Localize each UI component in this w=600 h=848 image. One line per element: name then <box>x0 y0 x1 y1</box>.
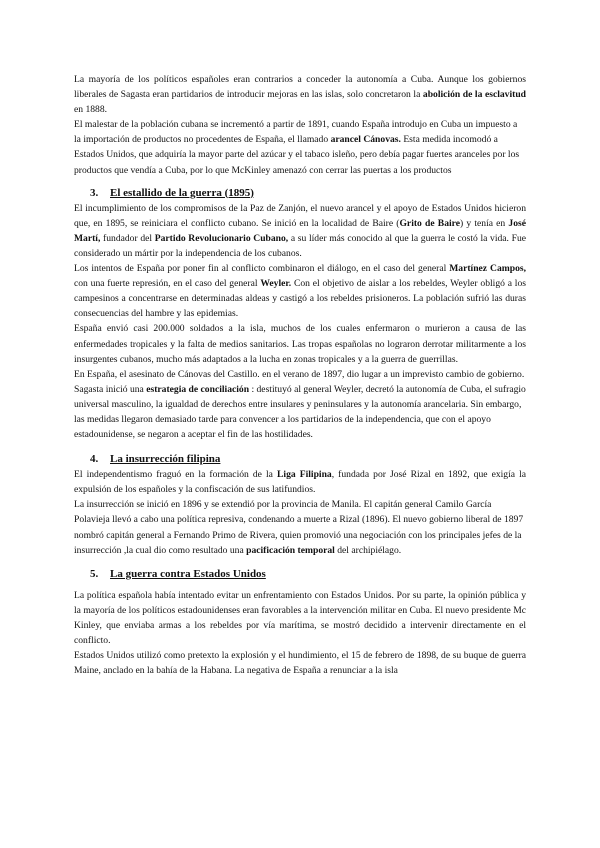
bold-term: José Martí, <box>74 217 526 244</box>
section-number: 3. <box>90 186 99 199</box>
text-run: La insurrección se inició en 1896 y se extendió por la provincia de Manila. El capitán general Camilo García Polavieja llevó a cabo una política represiva, condenando a muerte a Rizal (1896). El nuevo gobierno liberal de 1897 nombró capitán general a Fernando Primo de Rivera, quien promovió una negociación con los principales jefes de la insurrección ,la cual dio como resultado una <box>74 499 524 556</box>
section-5-paragraph-2 <box>74 648 526 678</box>
section-3-paragraph-4 <box>74 367 526 442</box>
text-run: del archipiélago. <box>334 544 402 556</box>
text-run: En España, el asesinato de Cánovas del Castillo. en el verano de 1897, dio lugar a un imprevisto cambio de gobierno. Sagasta inició una <box>74 368 525 395</box>
text-run: El malestar de la población cubana se incrementó a partir de 1891, cuando España introdujo en Cuba un impuesto a la importación de productos no procedentes de España, el llamado <box>74 119 518 146</box>
intro-paragraph-1 <box>74 72 526 117</box>
intro-paragraph-2 <box>74 117 526 177</box>
text-run: fundador del <box>100 232 155 244</box>
text-run: El incumplimiento de los compromisos de la Paz de Zanjón, el nuevo arancel y el apoyo de Estados Unidos hicieron que, en 1895, se reiniciara el conflicto cubano. Se inició en la localidad de Baire ( <box>74 202 526 229</box>
section-title: La insurrección filipina <box>110 453 221 466</box>
text-run: España envió casi 200.000 soldados a la isla, muchos de los cuales enfermaron o murieron a causa de las enfermedades tropicales y la falta de medios sanitarios. Las tropas españolas no lograron derrotar militarmente a los insurgentes cubanos, mucho más adaptados a la lucha en zonas tropicales y a la guerra de guerrillas. <box>74 323 526 365</box>
text-run: a su líder más conocido al que la guerra le costó la vida. Fue considerado un mártir por la independencia de los cubanos. <box>74 232 526 259</box>
text-run: La mayoría de los políticos españoles eran contrarios a conceder la autonomía a Cuba. Aunque los gobiernos liberales de Sagasta eran partidarios de introducir mejoras en las islas, solo concretaron la <box>74 74 526 101</box>
bold-term: pacificación temporal <box>246 544 335 556</box>
bold-term: Partido Revolucionario Cubano, <box>154 232 289 244</box>
bold-term: Martínez Campos, <box>449 263 526 275</box>
text-run: Con el objetivo de aislar a los rebeldes, Weyler obligó a los campesinos a concentrarse en determinadas aldeas y castigó a los rebeldes prisioneros. La población sufrió las duras consecuencias del hambre y las epidemias. <box>74 278 526 320</box>
section-3-paragraph-1 <box>74 201 526 261</box>
section-number: 4. <box>90 453 99 466</box>
text-run: , fundada por José Rizal en 1892, que exigía la expulsión de los españoles y la confiscación de sus latifundios. <box>74 469 526 496</box>
section-heading-3 <box>74 186 526 201</box>
section-3-paragraph-2 <box>74 261 526 321</box>
section-title: El estallido de la guerra (1895) <box>110 186 254 199</box>
section-3-paragraph-3 <box>74 321 526 366</box>
section-title: La guerra contra Estados Unidos <box>110 567 266 580</box>
bold-term: Liga Filipina <box>277 469 332 481</box>
bold-term: Weyler. <box>260 278 292 290</box>
bold-term: estrategia de conciliación <box>146 383 250 395</box>
text-run: en 1888. <box>74 104 108 116</box>
section-heading-4 <box>74 452 526 467</box>
text-run: Esta medida incomodó a Estados Unidos, que adquiría la mayor parte del azúcar y el tabaco isleño, pero debía pagar fuertes aranceles por los productos que vendía a Cuba, por lo que McKinley amenazó con cerrar las puertas a los productos <box>74 134 520 176</box>
section-5-paragraph-1 <box>74 588 526 648</box>
text-run: Estados Unidos utilizó como pretexto la explosión y el hundimiento, el 15 de febrero de 1898, de su buque de guerra Maine, anclado en la bahía de la Habana. La negativa de España a renunciar a la isla <box>74 650 526 677</box>
section-4-paragraph-2 <box>74 497 526 557</box>
text-run: La política española había intentado evitar un enfrentamiento con Estados Unidos. Por su parte, la opinión pública y la mayoría de los políticos estadounidenses eran favorables a la intervención militar en Cuba. El nuevo presidente Mc Kinley, que enviaba armas a los rebeldes por vía marítima, se mostró decidido a intervenir directamente en el conflicto. <box>74 589 526 646</box>
document-body <box>74 72 526 678</box>
section-4-paragraph-1 <box>74 467 526 497</box>
text-run: : destituyó al general Weyler, decretó la autonomía de Cuba, el sufragio universal masculino, la igualdad de derechos entre insulares y peninsulares y la autonomía arancelaria. Sin embargo, las medidas llegaron demasiado tarde para convencer a los partidarios de la independencia, que con el apoyo estadounidense, se negaron a aceptar el fin de las hostilidades. <box>74 383 526 441</box>
text-run: El independentismo fraguó en la formación de la <box>74 469 277 481</box>
text-run: con una fuerte represión, en el caso del general <box>74 278 261 290</box>
text-run: ) y tenía en <box>460 217 509 229</box>
bold-term: abolición de la esclavitud <box>422 89 526 101</box>
bold-term: Grito de Baire <box>399 217 460 229</box>
bold-term: arancel Cánovas. <box>330 134 401 146</box>
section-number: 5. <box>90 567 99 580</box>
section-heading-5 <box>74 567 526 582</box>
text-run: Los intentos de España por poner fin al conflicto combinaron el diálogo, en el caso del general <box>74 263 450 275</box>
